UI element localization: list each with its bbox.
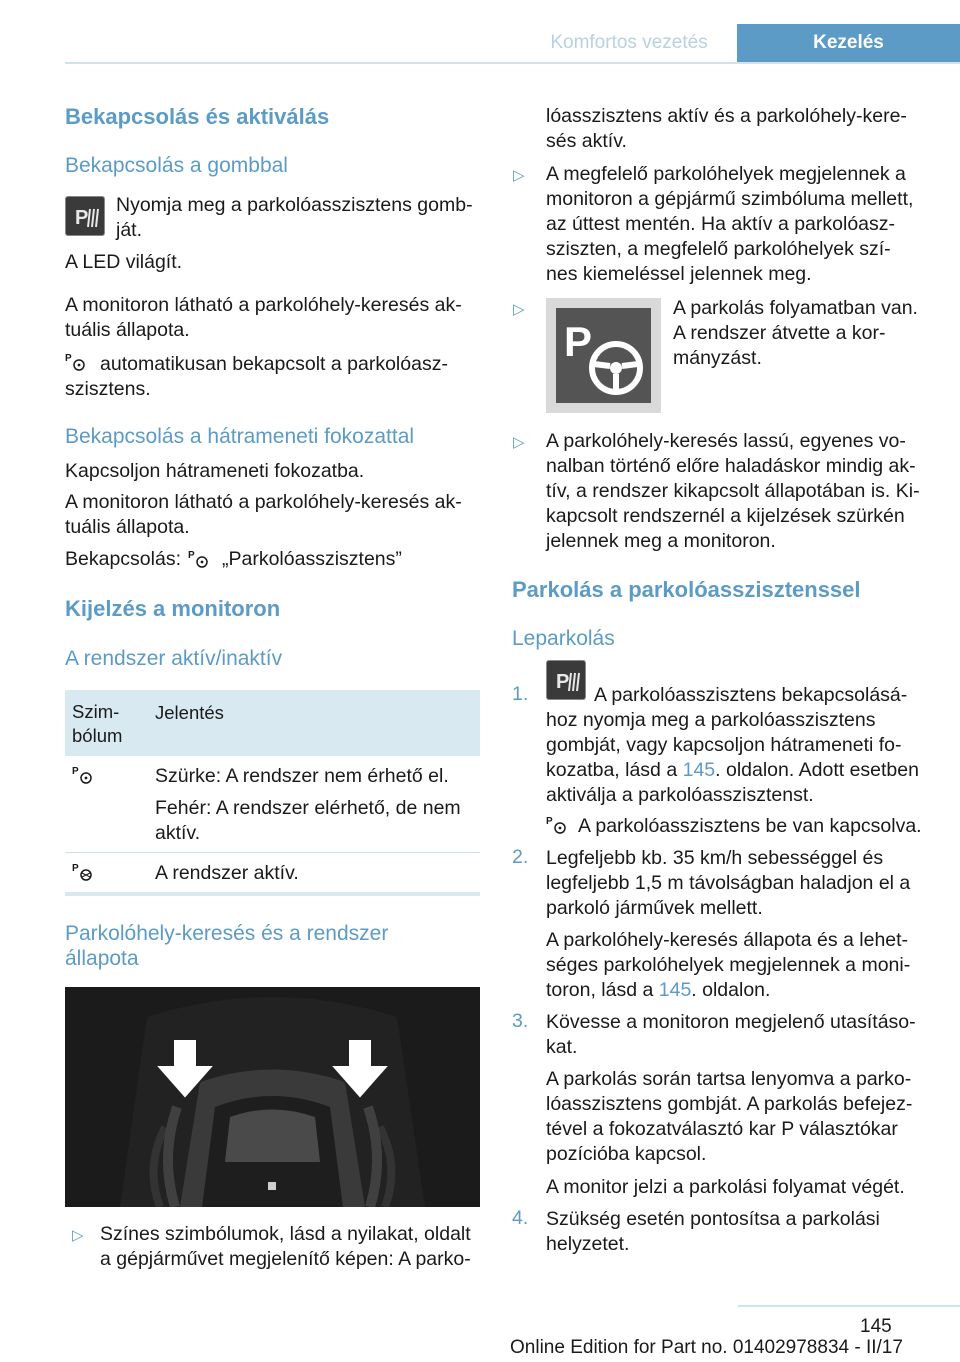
step-number-1: 1. [512,683,529,705]
table-row1-line2: Fehér: A rendszer elérhető, de nem [155,797,461,819]
p-steering-icon [188,549,210,572]
s3-line-1: Kövesse a monitoron megjelenő utasításo- [546,1011,916,1033]
heading-reverse: Bekapcsolás a hátrameneti fokozattal [65,425,415,448]
footer-rule [738,1305,960,1307]
s2-note-1: A parkolóhely-keresés állapota és a lehet- [546,929,909,951]
s3-note-3: tével a fokozatválasztó kar P választókar [546,1118,898,1140]
p-steering-icon [72,765,94,788]
step-number-4: 4. [512,1207,529,1229]
switch-on-label: Bekapcsolás: [65,548,181,570]
bullet-marker: ▷ [513,434,525,451]
s1-line-3: gombját, vagy kapcsoljon hátrameneti fo- [546,734,902,756]
monitor-text-1: A monitoron látható a parkolóhely-keresés ak- [65,294,462,316]
s3-note-1: A parkolás során tartsa lenyomva a parko- [546,1068,912,1090]
header-section-tab: Komfortos vezetés [550,32,708,53]
s3-note-2: lóasszisztens gombját. A parkolás befejez- [546,1093,913,1115]
reverse-text-3: tuális állapota. [65,516,190,538]
page-number: 145 [860,1316,892,1337]
svg-text:P: P [72,766,79,777]
b1-line-5: nes kiemeléssel jelennek meg. [546,263,812,285]
park-assist-button-icon [546,660,586,700]
table-header [65,690,480,756]
s4-line-1: Szükség esetén pontosítsa a parkolási [546,1208,880,1230]
heading-park: Parkolás a parkolóasszisztenssel [512,577,861,602]
step-number-2: 2. [512,846,529,868]
p-steering-icon [65,352,87,375]
header-rule [65,62,960,64]
heading-display: Kijelzés a monitoron [65,596,281,621]
svg-text:P: P [75,207,89,229]
s1-line-2: hoz nyomja meg a parkolóasszisztens [546,709,876,731]
s1-note: A parkolóasszisztens be van kapcsolva. [578,815,922,837]
heading-leparkolas: Leparkolás [512,627,615,650]
switch-on-value: „Parkolóasszisztens” [222,548,402,570]
s2-line-1: Legfeljebb kb. 35 km/h sebességgel és [546,847,884,869]
page-link[interactable]: 145 [682,759,716,781]
s1-line-1: A parkolóasszisztens bekapcsolásá- [594,684,908,706]
heading-search-2: állapota [65,947,139,970]
svg-text:P: P [564,318,593,365]
step-number-3: 3. [512,1010,529,1032]
svg-text:P: P [72,863,79,874]
bullet-text-1: Színes szimbólumok, lásd a nyilakat, oldalt [100,1223,471,1245]
s4-line-2: helyzetet. [546,1233,630,1255]
s2-line-3: parkoló járművek mellett. [546,897,763,919]
table-col-symbol-1: Szim- [72,701,120,722]
svg-text:P: P [65,353,72,364]
heading-search-1: Parkolóhely-keresés és a rendszer [65,922,389,945]
b3-line-3: tív, a rendszer kikapcsolt állapotában is. Ki- [546,480,920,502]
reverse-text-2: A monitoron látható a parkolóhely-keresés ak- [65,491,462,513]
reverse-text-1: Kapcsoljon hátrameneti fokozatba. [65,460,365,482]
svg-text:P: P [188,550,195,561]
s3-line-2: kat. [546,1036,578,1058]
heading-activate: Bekapcsolás és aktiválás [65,104,330,129]
edition-text: Online Edition for Part no. 01402978834 - II/17 [510,1337,903,1358]
auto-text-1: automatikusan bekapcsolt a parkolóasz- [100,353,448,375]
svg-text:P: P [546,816,553,827]
b2-line-1: A parkolás folyamatban van. [673,297,918,319]
table-bottom-rule [65,892,480,896]
b3-line-4: kapcsolt rendszernél a kijelzések szürkén [546,505,905,527]
s1-line-5: aktiválja a parkolóasszisztenst. [546,784,814,806]
parking-illustration [65,987,480,1207]
b3-line-5: jelennek meg a monitoron. [546,530,776,552]
s2-line-2: legfeljebb 1,5 m távolságban haladjon el a [546,872,911,894]
s2-note-3: toron, lásd a 145. oldalon. [546,979,771,1001]
parking-in-progress-icon [546,298,661,413]
table-row1-line3: aktív. [155,822,201,844]
table-row2: A rendszer aktív. [155,862,299,884]
s3-note-4: pozícióba kapcsol. [546,1143,707,1165]
b3-line-2: nalban történő előre haladáskor mindig ak- [546,455,916,477]
heading-button: Bekapcsolás a gombbal [65,154,288,177]
b3-line-1: A parkolóhely-keresés lassú, egyenes vo- [546,430,906,452]
button-text-2: ját. [116,219,143,241]
bullet-text-2: a gépjárművet megjelenítő képen: A parko- [100,1248,471,1270]
bullet-marker: ▷ [513,301,525,318]
monitor-text-2: tuális állapota. [65,319,190,341]
b2-line-3: mányzást. [673,347,762,369]
page-link[interactable]: 145 [658,979,692,1001]
bullet-marker: ▷ [72,1227,84,1244]
svg-text:P: P [556,671,570,693]
cont-text-2: sés aktív. [546,130,627,152]
p-steering-active-icon [72,862,94,885]
park-assist-button-icon [65,196,105,236]
cont-text-1: lóasszisztens aktív és a parkolóhely-kere- [546,105,907,127]
heading-system: A rendszer aktív/inaktív [65,647,283,670]
b1-line-1: A megfelelő parkolóhelyek megjelennek a [546,163,906,185]
table-row-rule [65,852,480,853]
b1-line-2: monitoron a gépjármű szimbóluma mellett, [546,188,914,210]
table-row1-line1: Szürke: A rendszer nem érhető el. [155,765,449,787]
auto-text-2: szisztens. [65,378,151,400]
led-text: A LED világít. [65,251,183,273]
bullet-marker: ▷ [513,167,525,184]
b2-line-2: A rendszer átvette a kor- [673,322,886,344]
button-text-1: Nyomja meg a parkolóasszisztens gomb- [116,194,473,216]
s2-note-2: séges parkolóhelyek megjelennek a moni- [546,954,911,976]
b1-line-4: sziszten, a megfelelő parkolóhelyek szí- [546,238,891,260]
b1-line-3: az úttest mentén. Ha aktív a parkolóasz- [546,213,896,235]
s1-line-4: kozatba, lásd a 145. oldalon. Adott esetben [546,759,919,781]
p-steering-icon [546,815,568,838]
table-col-symbol-2: bólum [72,725,123,746]
header-chapter-tab: Kezelés [737,24,960,62]
s3-note2: A monitor jelzi a parkolási folyamat végét. [546,1176,905,1198]
table-col-meaning: Jelentés [155,702,224,723]
